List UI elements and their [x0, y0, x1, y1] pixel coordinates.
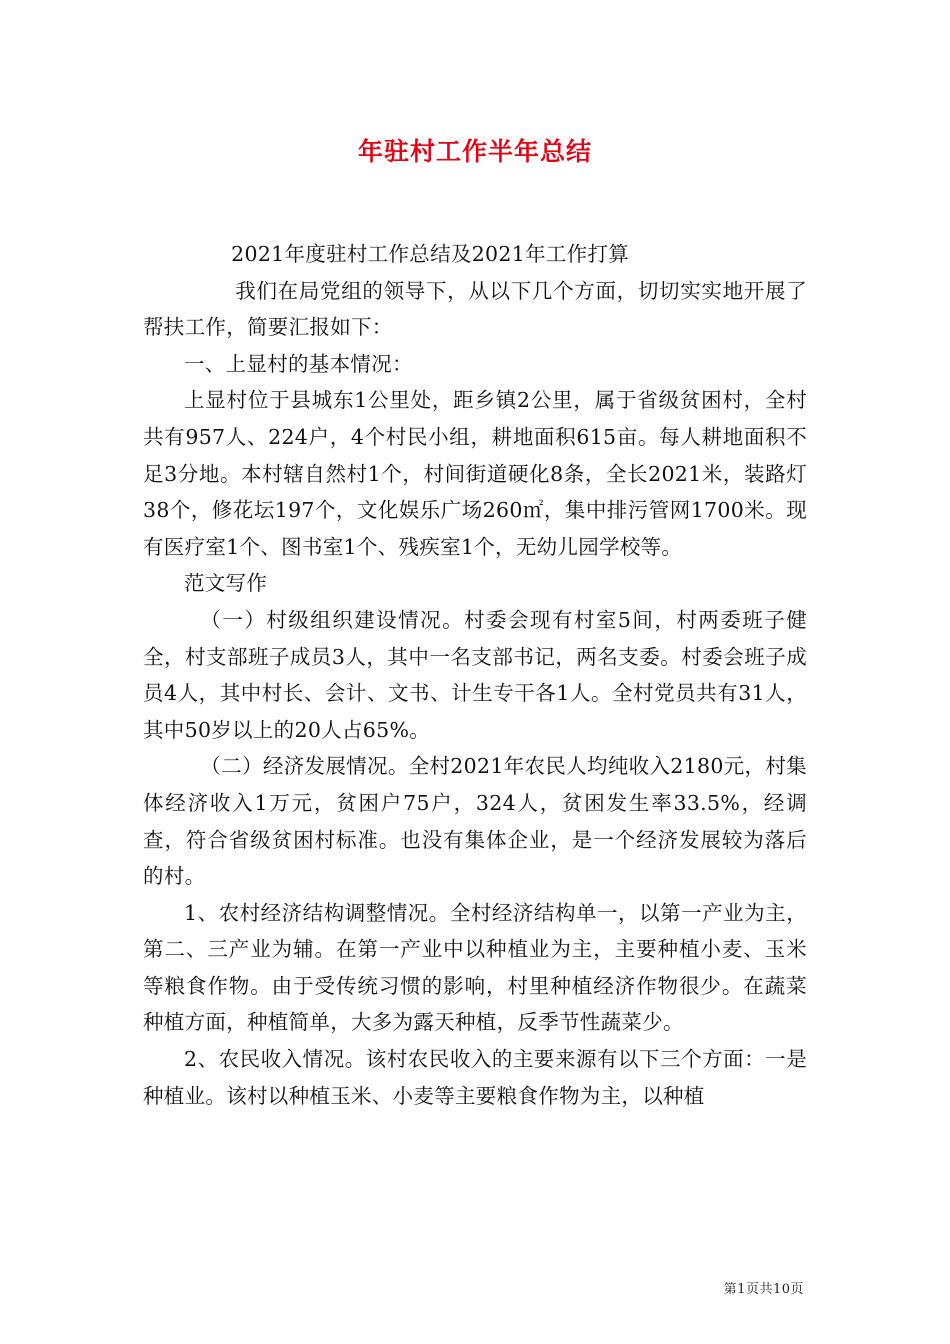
document-body — [143, 236, 807, 1114]
paragraph-organization: （一）村级组织建设情况。村委会现有村室5间，村两委班子健全，村支部班子成员3人，其中一名支部书记，两名支委。村委会班子成员4人，其中村长、会计、文书、计生专干各1人。全村党员共有31人，其中50岁以上的20人占65%。 — [143, 607, 807, 742]
paragraph-basic-info: 上显村位于县城东1公里处，距乡镇2公里，属于省级贫困村，全村共有957人、224户，4个村民小组，耕地面积615亩。每人耕地面积不足3分地。本村辖自然村1个，村间街道硬化8条，全长2021米，装路灯38个，修花坛197个，文化娱乐广场260㎡，集中排污管网1700米。现有医疗室1个、图书室1个、残疾室1个，无幼儿园学校等。 — [143, 388, 807, 559]
paragraph-structure: 1、农村经济结构调整情况。全村经济结构单一，以第一产业为主，第二、三产业为辅。在第一产业中以种植业为主，主要种植小麦、玉米等粮食作物。由于受传统习惯的影响，村里种植经济作物很少。在蔬菜种植方面，种植简单，大多为露天种植，反季节性蔬菜少。 — [143, 900, 807, 1035]
paragraph-economy: （二）经济发展情况。全村2021年农民人均纯收入2180元，村集体经济收入1万元，贫困户75户，324人，贫困发生率33.5%，经调查，符合省级贫困村标准。也没有集体企业，是一个经济发展较为落后的村。 — [143, 754, 807, 889]
page-number: 第1页共10页 — [723, 1282, 804, 1297]
section-heading-basic-info: 一、上显村的基本情况： — [184, 351, 413, 376]
paragraph-income: 2、农民收入情况。该村农民收入的主要来源有以下三个方面：一是种植业。该村以种植玉米、小麦等主要粮食作物为主，以种植 — [143, 1047, 807, 1108]
document-title: 年驻村工作半年总结 — [357, 137, 592, 166]
paragraph-intro: 我们在局党组的领导下，从以下几个方面，切切实实地开展了帮扶工作，简要汇报如下： — [143, 278, 807, 340]
document-subtitle: 2021年度驻村工作总结及2021年工作打算 — [231, 242, 630, 266]
paragraph-fanwen: 范文写作 — [184, 571, 268, 596]
